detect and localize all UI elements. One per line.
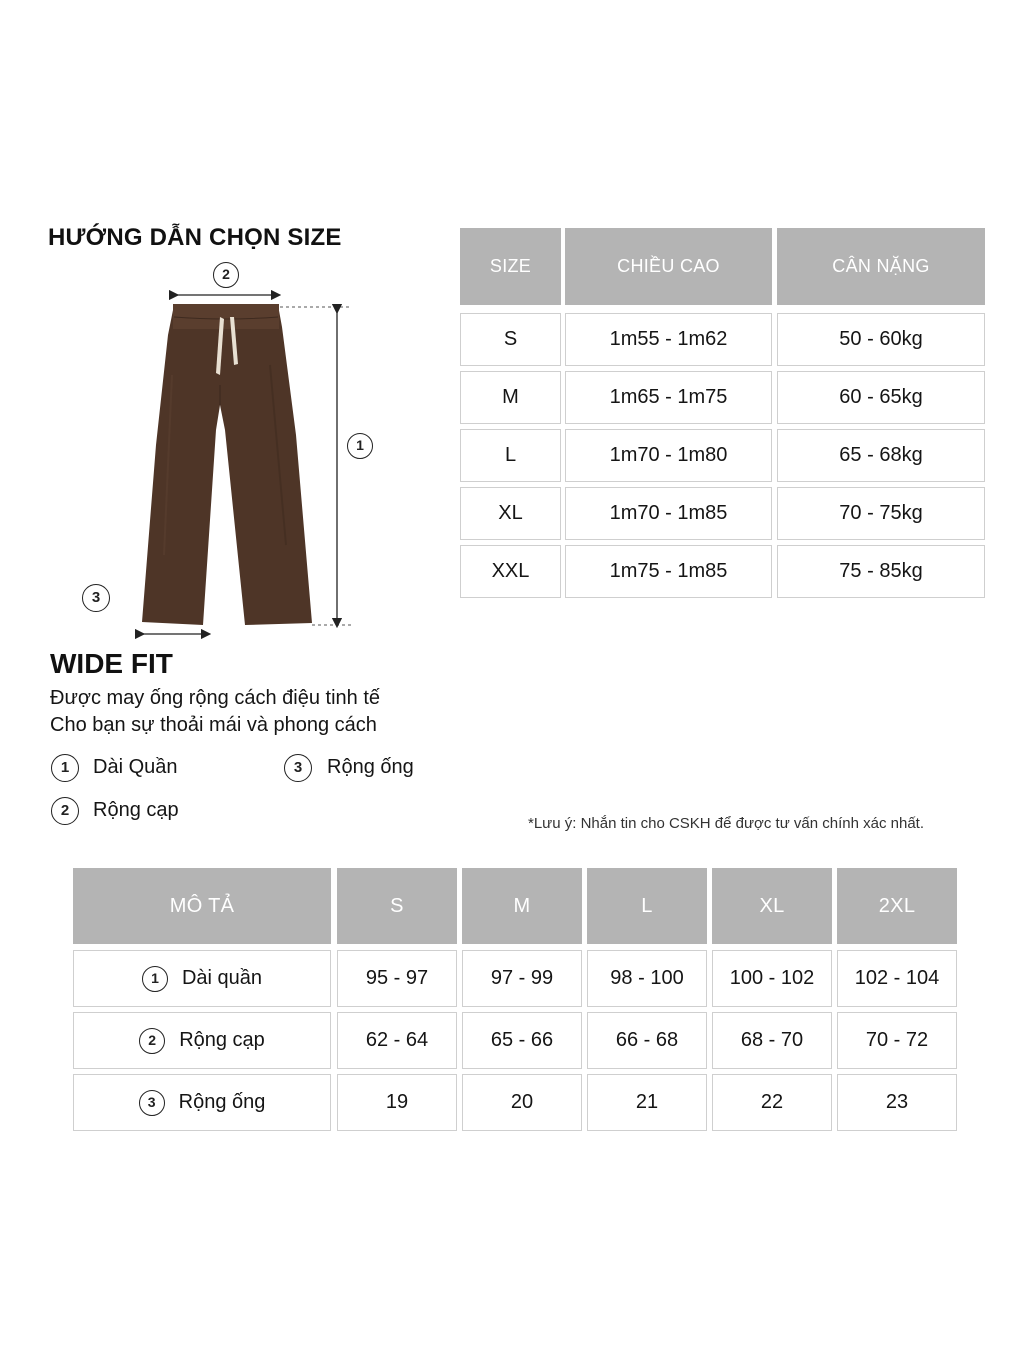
measure-cell: 102 - 104	[837, 950, 957, 1007]
measure-header-3: L	[587, 868, 707, 944]
size-cell: 70 - 75kg	[777, 487, 985, 540]
measure-row-number: 1	[142, 966, 168, 992]
measure-row-label-inner	[142, 966, 262, 992]
size-cell: 60 - 65kg	[777, 371, 985, 424]
page-title: HƯỚNG DẪN CHỌN SIZE	[48, 224, 342, 251]
measure-row-label-inner	[139, 1090, 266, 1116]
size-cell: L	[460, 429, 561, 482]
measure-cell: 21	[587, 1074, 707, 1131]
measure-header-0: MÔ TẢ	[73, 868, 331, 944]
size-cell: 50 - 60kg	[777, 313, 985, 366]
measure-cell: 20	[462, 1074, 582, 1131]
legend-label-2: Rộng cạp	[93, 799, 179, 821]
size-header-0: SIZE	[460, 228, 561, 305]
measure-cell: 19	[337, 1074, 457, 1131]
marker-length: 1	[347, 433, 373, 459]
measure-cell: 68 - 70	[712, 1012, 832, 1069]
measure-row-text: Rộng ống	[178, 1091, 266, 1113]
measure-cell: 97 - 99	[462, 950, 582, 1007]
measure-header-5: 2XL	[837, 868, 957, 944]
measure-cell: 70 - 72	[837, 1012, 957, 1069]
fit-line-1: Được may ống rộng cách điệu tinh tế	[50, 687, 381, 709]
size-cell: 1m55 - 1m62	[565, 313, 772, 366]
measure-row-text: Dài quần	[181, 967, 263, 989]
legend-label-3: Rộng ống	[327, 756, 414, 778]
size-cell: 65 - 68kg	[777, 429, 985, 482]
measure-cell: 23	[837, 1074, 957, 1131]
size-cell: 1m70 - 1m85	[565, 487, 772, 540]
measure-row-label	[73, 950, 331, 1007]
measure-row-text: Rộng cạp	[179, 1029, 265, 1051]
measure-row-number: 2	[139, 1028, 165, 1054]
measure-cell: 98 - 100	[587, 950, 707, 1007]
marker-waist: 2	[213, 262, 239, 288]
measure-cell: 22	[712, 1074, 832, 1131]
size-cell: M	[460, 371, 561, 424]
legend-circle-3: 3	[284, 754, 312, 782]
size-header-2: CÂN NẶNG	[777, 228, 985, 305]
measure-cell: 95 - 97	[337, 950, 457, 1007]
measure-cell: 100 - 102	[712, 950, 832, 1007]
measure-header-1: S	[337, 868, 457, 944]
size-cell: 1m75 - 1m85	[565, 545, 772, 598]
measure-row-label	[73, 1074, 331, 1131]
note-text: *Lưu ý: Nhắn tin cho CSKH để được tư vấn chính xác nhất.	[528, 815, 924, 832]
size-cell: 1m70 - 1m80	[565, 429, 772, 482]
measure-row-label-inner	[139, 1028, 265, 1054]
measure-row-label	[73, 1012, 331, 1069]
size-cell: XXL	[460, 545, 561, 598]
marker-leg: 3	[82, 584, 110, 612]
size-cell: S	[460, 313, 561, 366]
measure-header-4: XL	[712, 868, 832, 944]
measure-header-2: M	[462, 868, 582, 944]
measure-cell: 66 - 68	[587, 1012, 707, 1069]
size-cell: 75 - 85kg	[777, 545, 985, 598]
measure-cell: 65 - 66	[462, 1012, 582, 1069]
measure-row-number: 3	[139, 1090, 165, 1116]
size-cell: 1m65 - 1m75	[565, 371, 772, 424]
size-header-1: CHIỀU CAO	[565, 228, 772, 305]
legend-label-1: Dài Quần	[93, 756, 178, 778]
measure-cell: 62 - 64	[337, 1012, 457, 1069]
fit-title: WIDE FIT	[50, 648, 173, 679]
legend-circle-2: 2	[51, 797, 79, 825]
size-cell: XL	[460, 487, 561, 540]
legend-circle-1: 1	[51, 754, 79, 782]
fit-line-2: Cho bạn sự thoải mái và phong cách	[50, 714, 377, 736]
